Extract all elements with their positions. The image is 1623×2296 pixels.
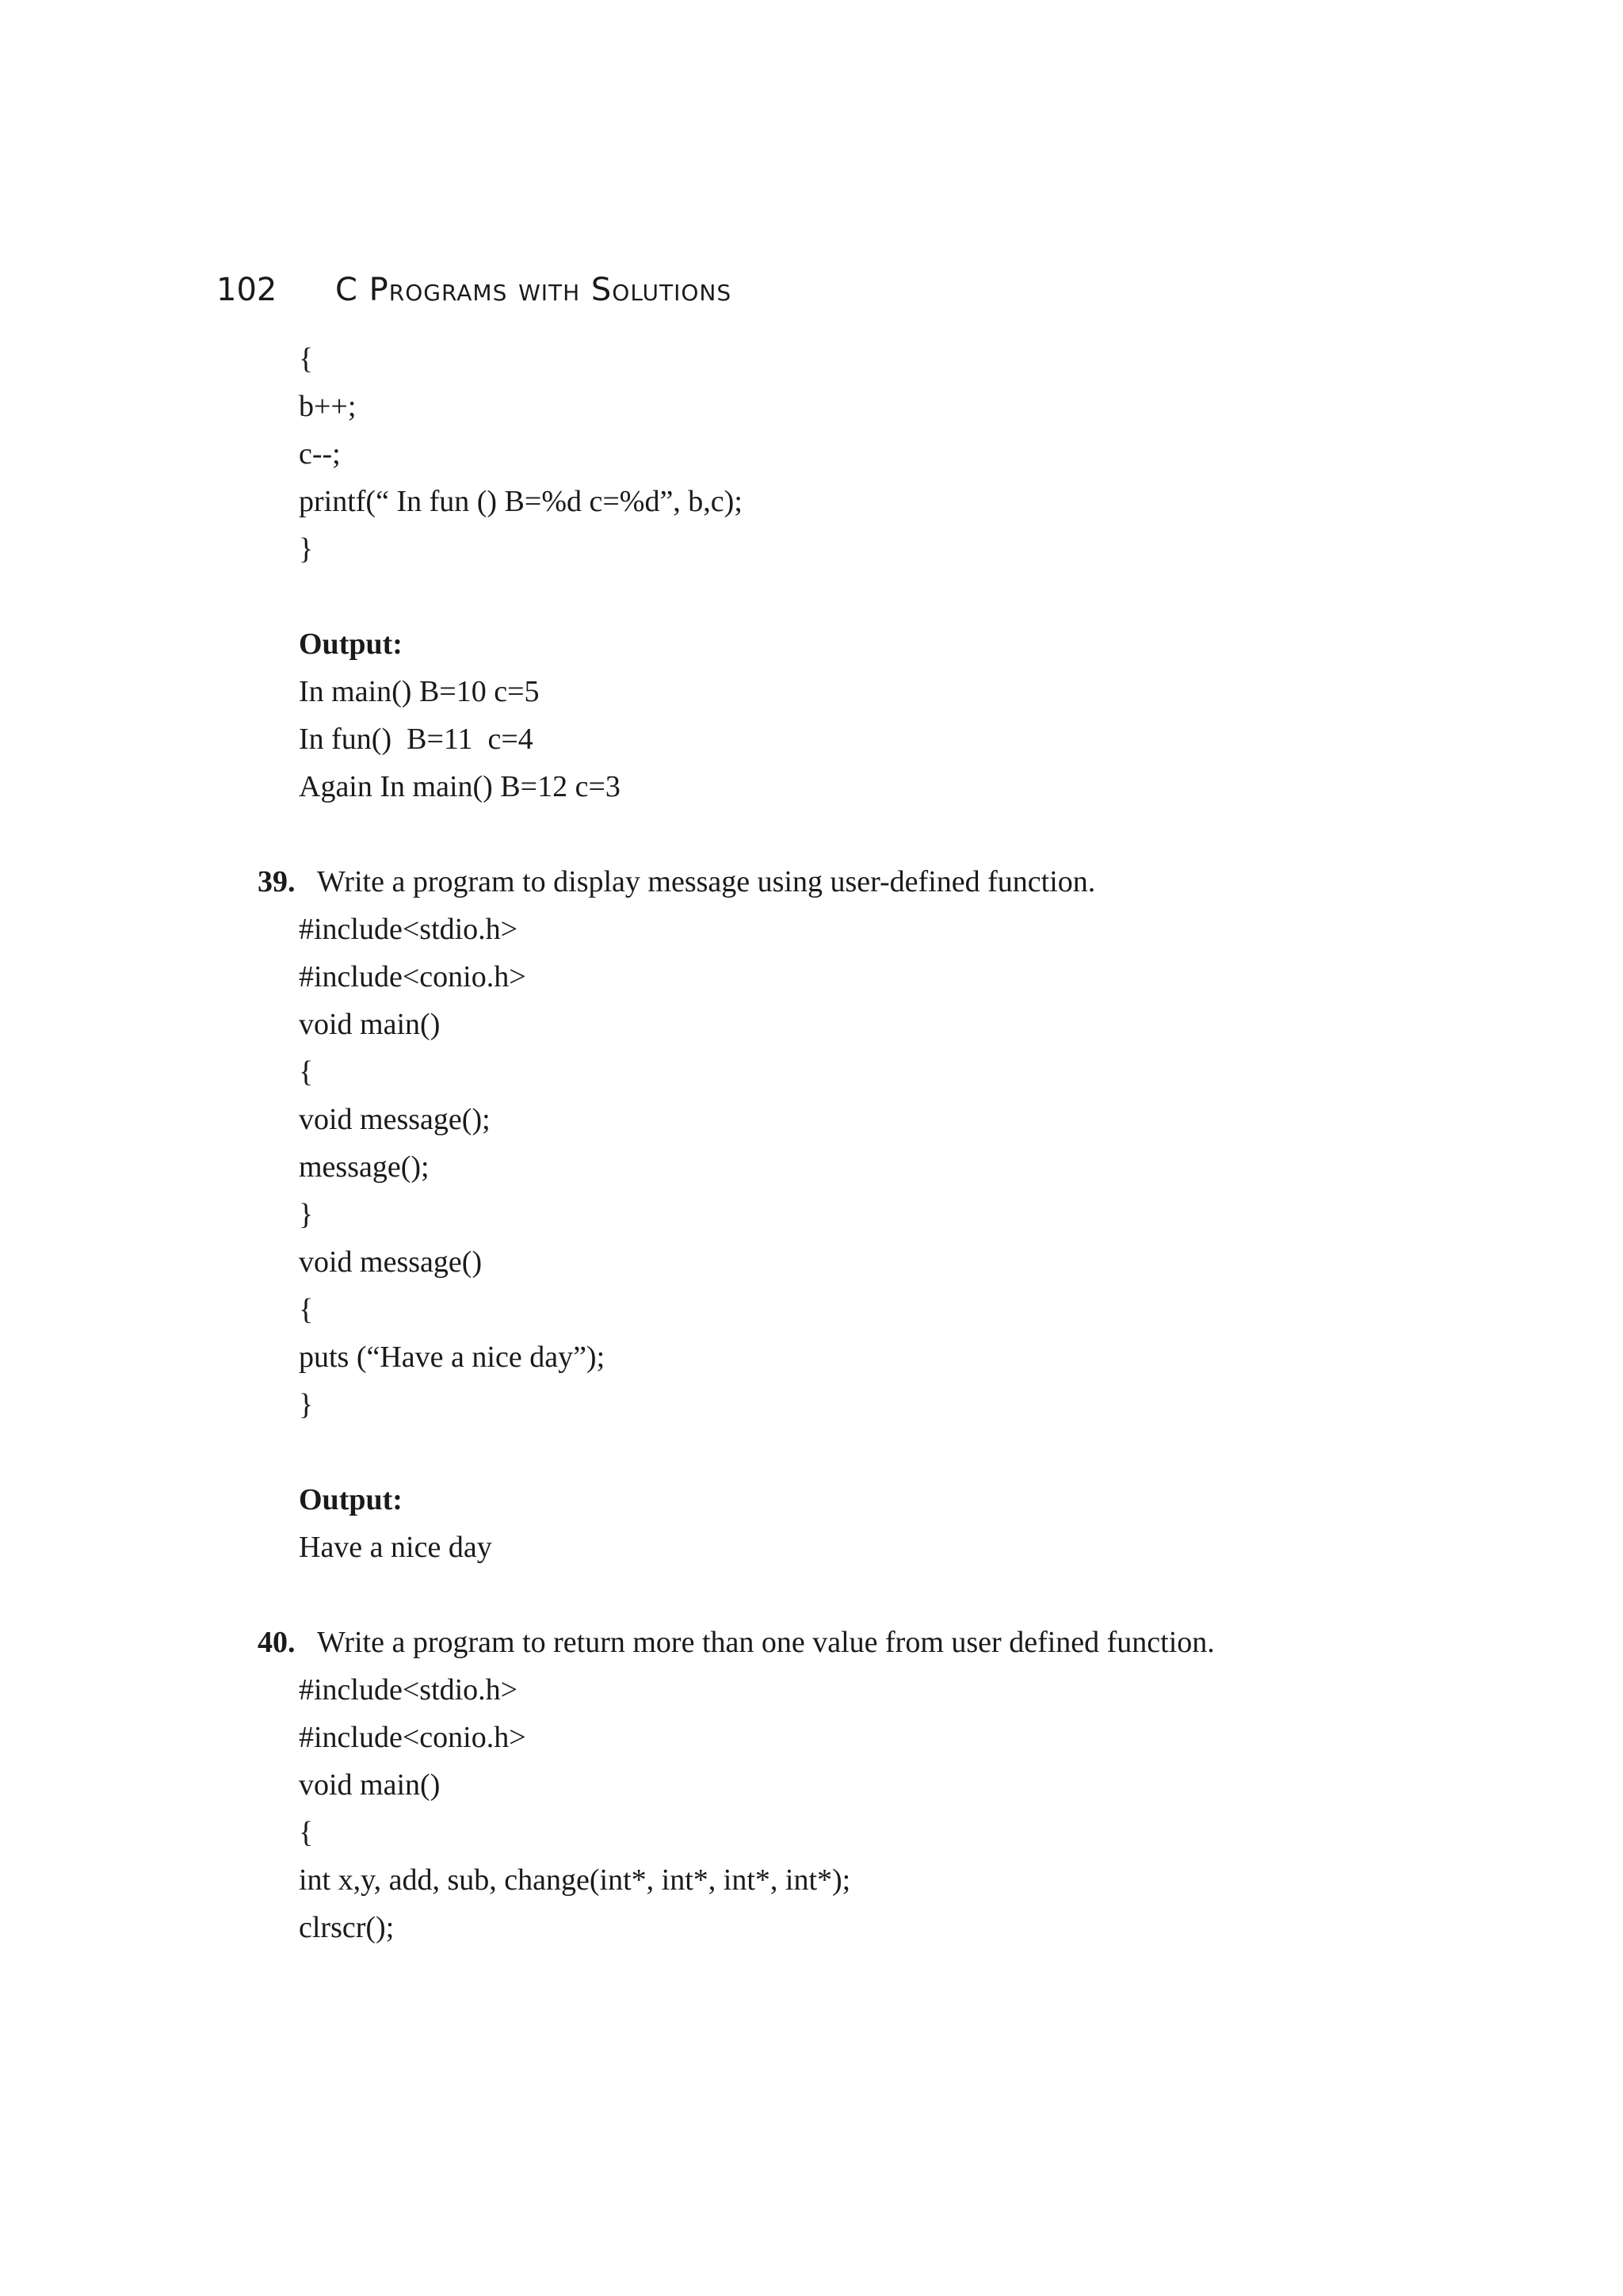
- code-line: {: [299, 1816, 314, 1849]
- code-line: #include<stdio.h>: [299, 1673, 518, 1707]
- code-line: {: [299, 342, 314, 376]
- code-line: message();: [299, 1150, 430, 1184]
- output-line: Have a nice day: [299, 1531, 492, 1564]
- code-line: #include<conio.h>: [299, 960, 526, 994]
- code-line: {: [299, 1293, 314, 1326]
- code-line: int x,y, add, sub, change(int*, int*, int*, int*);: [299, 1863, 851, 1897]
- code-line: #include<stdio.h>: [299, 913, 518, 946]
- book-title: C Programs with Solutions: [335, 272, 732, 308]
- code-line: }: [299, 1198, 314, 1231]
- code-line: printf(“ In fun () B=%d c=%d”, b,c);: [299, 485, 743, 518]
- question-number: 40.: [258, 1626, 296, 1659]
- question-text: Write a program to return more than one value from user defined function.: [317, 1626, 1215, 1659]
- question-text: Write a program to display message using user-defined function.: [317, 865, 1096, 898]
- code-line: clrscr();: [299, 1911, 395, 1944]
- page-number: 102: [216, 272, 277, 308]
- code-line: void message();: [299, 1103, 491, 1136]
- output-label: Output:: [299, 627, 403, 661]
- code-line: {: [299, 1055, 314, 1089]
- code-line: c--;: [299, 437, 341, 471]
- question-number: 39.: [258, 865, 296, 898]
- code-line: #include<conio.h>: [299, 1721, 526, 1754]
- output-line: In main() B=10 c=5: [299, 675, 540, 708]
- code-line: b++;: [299, 390, 357, 423]
- code-line: puts (“Have a nice day”);: [299, 1341, 605, 1374]
- code-line: void main(): [299, 1768, 441, 1802]
- page-header: [216, 272, 731, 319]
- code-line: void main(): [299, 1008, 441, 1041]
- code-line: }: [299, 532, 314, 566]
- code-line: void message(): [299, 1245, 483, 1279]
- code-line: }: [299, 1388, 314, 1421]
- output-label: Output:: [299, 1483, 403, 1516]
- output-line: Again In main() B=12 c=3: [299, 770, 621, 803]
- output-line: In fun() B=11 c=4: [299, 723, 533, 756]
